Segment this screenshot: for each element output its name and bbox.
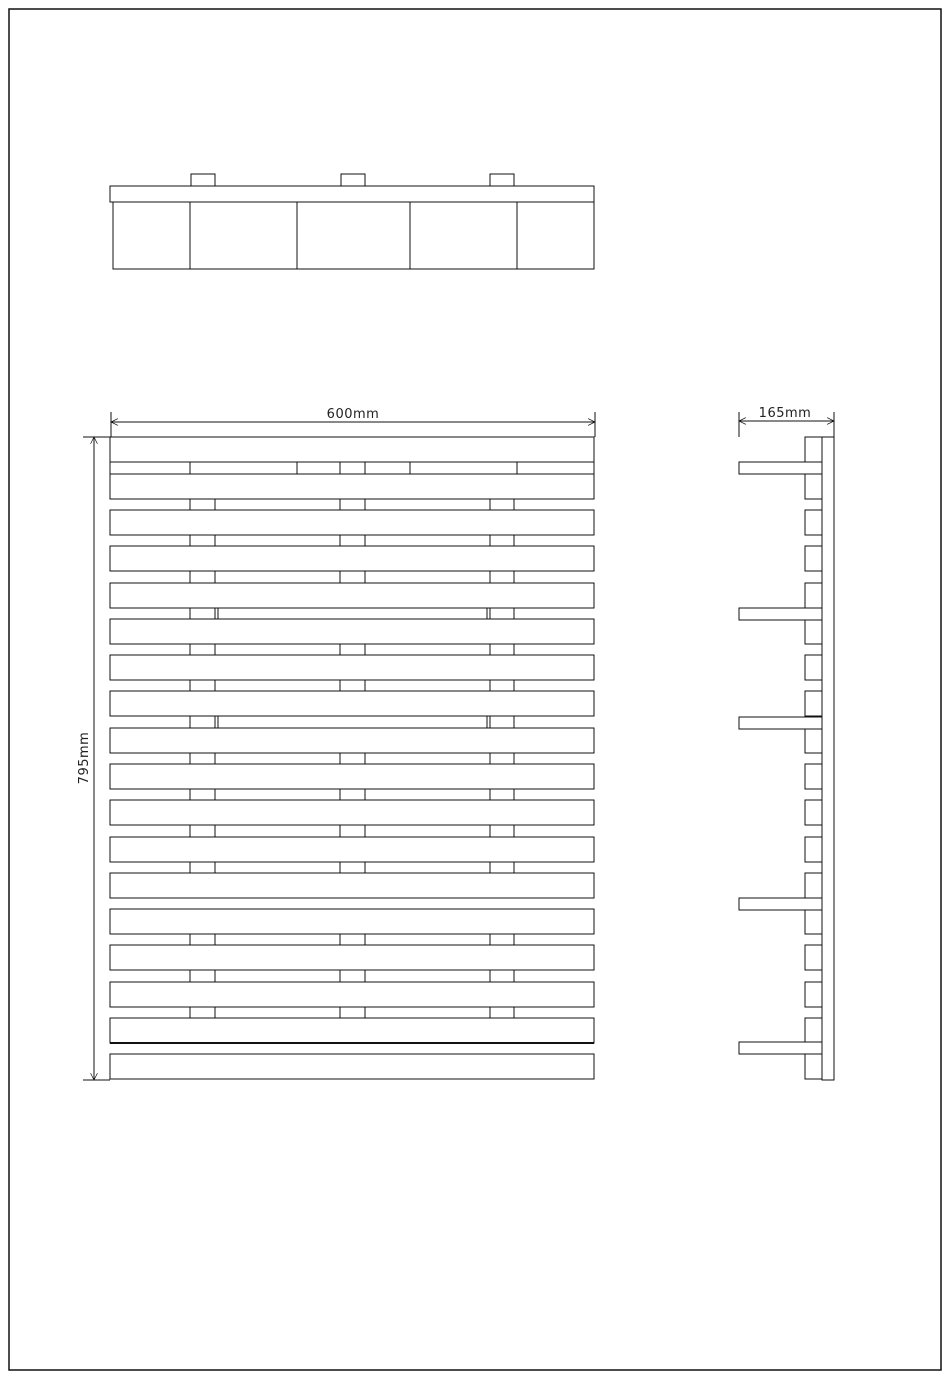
front-bar (110, 691, 594, 716)
front-bar (110, 945, 594, 970)
sheet-border (9, 9, 941, 1370)
side-fin (805, 619, 822, 644)
side-view (739, 437, 834, 1080)
front-bar (110, 437, 594, 462)
top-view-pipe-stub-1 (191, 174, 215, 186)
side-fin (805, 873, 822, 898)
top-view-pipe-stub-3 (490, 174, 514, 186)
front-bar (110, 1018, 594, 1043)
side-view-back-column (822, 437, 834, 1080)
front-bar (110, 474, 594, 499)
side-fin (805, 510, 822, 535)
top-view-top-rail (110, 186, 594, 202)
side-fin (805, 764, 822, 789)
front-bar (110, 837, 594, 862)
side-fin (805, 691, 822, 716)
side-fin (805, 945, 822, 970)
side-fin (805, 837, 822, 862)
front-bar (110, 655, 594, 680)
height-label: 795mm (77, 731, 92, 785)
front-bar (110, 1054, 594, 1079)
front-bar (110, 982, 594, 1007)
side-fin (805, 982, 822, 1007)
side-fin (805, 909, 822, 934)
front-connectors (110, 462, 594, 1018)
side-fin (805, 655, 822, 680)
front-bar (110, 728, 594, 753)
side-bracket (739, 717, 822, 729)
front-bar (110, 619, 594, 644)
front-bar (110, 546, 594, 571)
front-bar (110, 764, 594, 789)
side-fin (805, 583, 822, 608)
side-fin (805, 728, 822, 753)
side-bracket (739, 1042, 822, 1054)
top-view-body (113, 202, 594, 269)
front-bar (110, 800, 594, 825)
front-bar (110, 510, 594, 535)
side-fin (805, 1018, 822, 1043)
front-bars (110, 437, 594, 1079)
side-fin (805, 800, 822, 825)
front-bar (110, 873, 594, 898)
front-bar (110, 583, 594, 608)
side-bracket (739, 898, 822, 910)
side-bracket (739, 462, 822, 474)
front-bar (110, 909, 594, 934)
side-fin (805, 474, 822, 499)
depth-label: 165mm (758, 406, 812, 421)
front-view (110, 437, 594, 1079)
side-bracket (739, 608, 822, 620)
side-fin (805, 546, 822, 571)
top-view (110, 174, 594, 269)
width-label: 600mm (326, 407, 380, 422)
top-view-pipe-stub-2 (341, 174, 365, 186)
side-fins (805, 437, 822, 1079)
side-fin (805, 437, 822, 462)
side-brackets (739, 462, 822, 1054)
side-fin (805, 1054, 822, 1079)
